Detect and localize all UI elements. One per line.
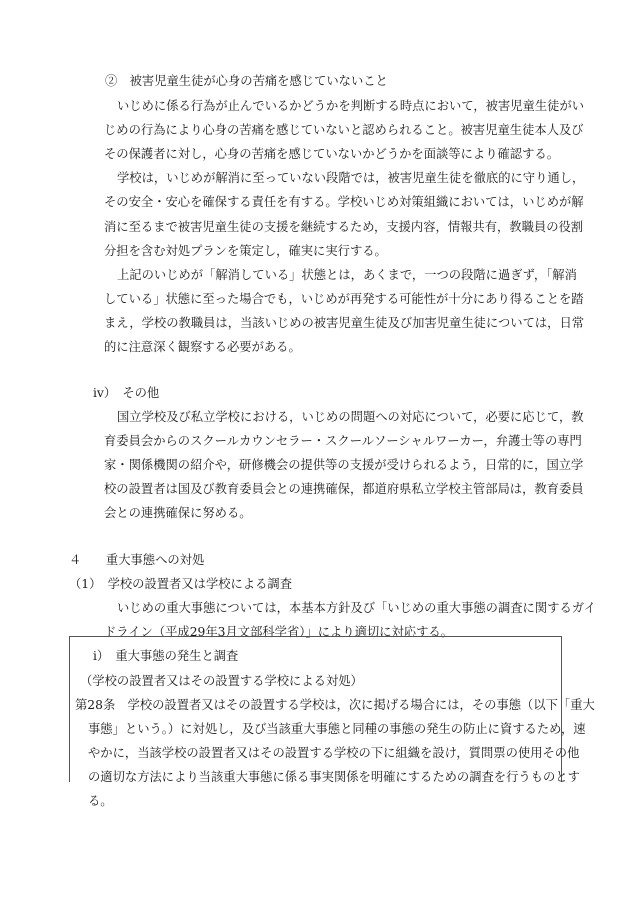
section-2-para2-line: 分担を含む対処プランを策定し，確実に実行する。 (104, 244, 387, 258)
law-box-line: る。 (88, 794, 113, 808)
law-box-line: やかに，当該学校の設置者又はその設置する学校の下に組織を設け，質問票の使用その他 (88, 746, 580, 760)
subsection-1-para-line: いじめの重大事態については，本基本方針及び「いじめの重大事態の調査に関するガイ (117, 601, 596, 615)
section-2-para2-line: 消に至るまで被害児童生徒の支援を継続するため，支援内容，情報共有，教職員の役割 (104, 220, 584, 234)
section-2-para3-line: している」状態に至った場合でも，いじめが再発する可能性が十分にあり得ることを踏 (104, 292, 584, 306)
section-2-heading: ② 被害児童生徒が心身の苦痛を感じていないこと (105, 74, 388, 88)
section-iv-para-line: 校の設置者は国及び教育委員会との連携確保，都道府県私立学校主管部局は，教育委員 (104, 482, 584, 496)
item-i-heading: ⅰ） 重大事態の発生と調査 (93, 649, 239, 663)
section-iv-para-line: 育委員会からのスクールカウンセラー・スクールソーシャルワーカー，弁護士等の専門 (104, 434, 582, 448)
section-iv-para-line: 会との連携確保に努める。 (104, 506, 252, 520)
section-2-para3-line: まえ，学校の教職員は，当該いじめの被害児童生徒及び加害児童生徒については，日常 (104, 316, 585, 330)
section-2-para2-line: 学校は，いじめが解消に至っていない段階では，被害児童生徒を徹底的に守り通し， (117, 171, 585, 185)
law-box-caption: （学校の設置者又はその設置する学校による対処） (80, 674, 363, 688)
section-2-para1-line: その保護者に対し，心身の苦痛を感じていないかどうかを面談等により確認する。 (104, 147, 559, 161)
section-2-para3-line: 的に注意深く観察する必要がある。 (104, 340, 301, 354)
section-iv-heading: ⅳ） その他 (93, 386, 160, 400)
section-4-heading: ４ 重大事態への対処 (69, 553, 205, 567)
subsection-1-heading: （1） 学校の設置者又は学校による調査 (69, 577, 293, 591)
subsection-1-para-line: ドライン（平成29年3月文部科学省）」により適切に対応する。 (104, 625, 453, 639)
law-box-line: 事態」という。）に対処し，及び当該重大事態と同種の事態の発生の防止に資するため，速 (88, 722, 586, 736)
law-box-line: の適切な方法により当該重大事態に係る事実関係を明確にするための調査を行うものとす (88, 770, 580, 784)
law-box-line: 第28条 学校の設置者又はその設置する学校は，次に掲げる場合には，その事態（以下「重大 (75, 698, 595, 712)
section-iv-para-line: 国立学校及び私立学校における，いじめの問題への対応について，必要に応じて，教 (117, 410, 584, 424)
section-2-para1-line: いじめに係る行為が止んでいるかどうかを判断する時点において，被害児童生徒がい (117, 99, 585, 113)
section-2-para1-line: じめの行為により心身の苦痛を感じていないと認められること。被害児童生徒本人及び (104, 123, 584, 137)
section-2-para2-line: その安全・安心を確保する責任を有する。学校いじめ対策組織においては，いじめが解 (104, 195, 584, 209)
section-iv-para-line: 家・関係機関の紹介や，研修機会の提供等の支援が受けられるよう，日常的に，国立学 (104, 458, 584, 472)
section-2-para3-line: 上記のいじめが「解消している」状態とは，あくまで，一つの段階に過ぎず，「解消 (117, 268, 577, 282)
